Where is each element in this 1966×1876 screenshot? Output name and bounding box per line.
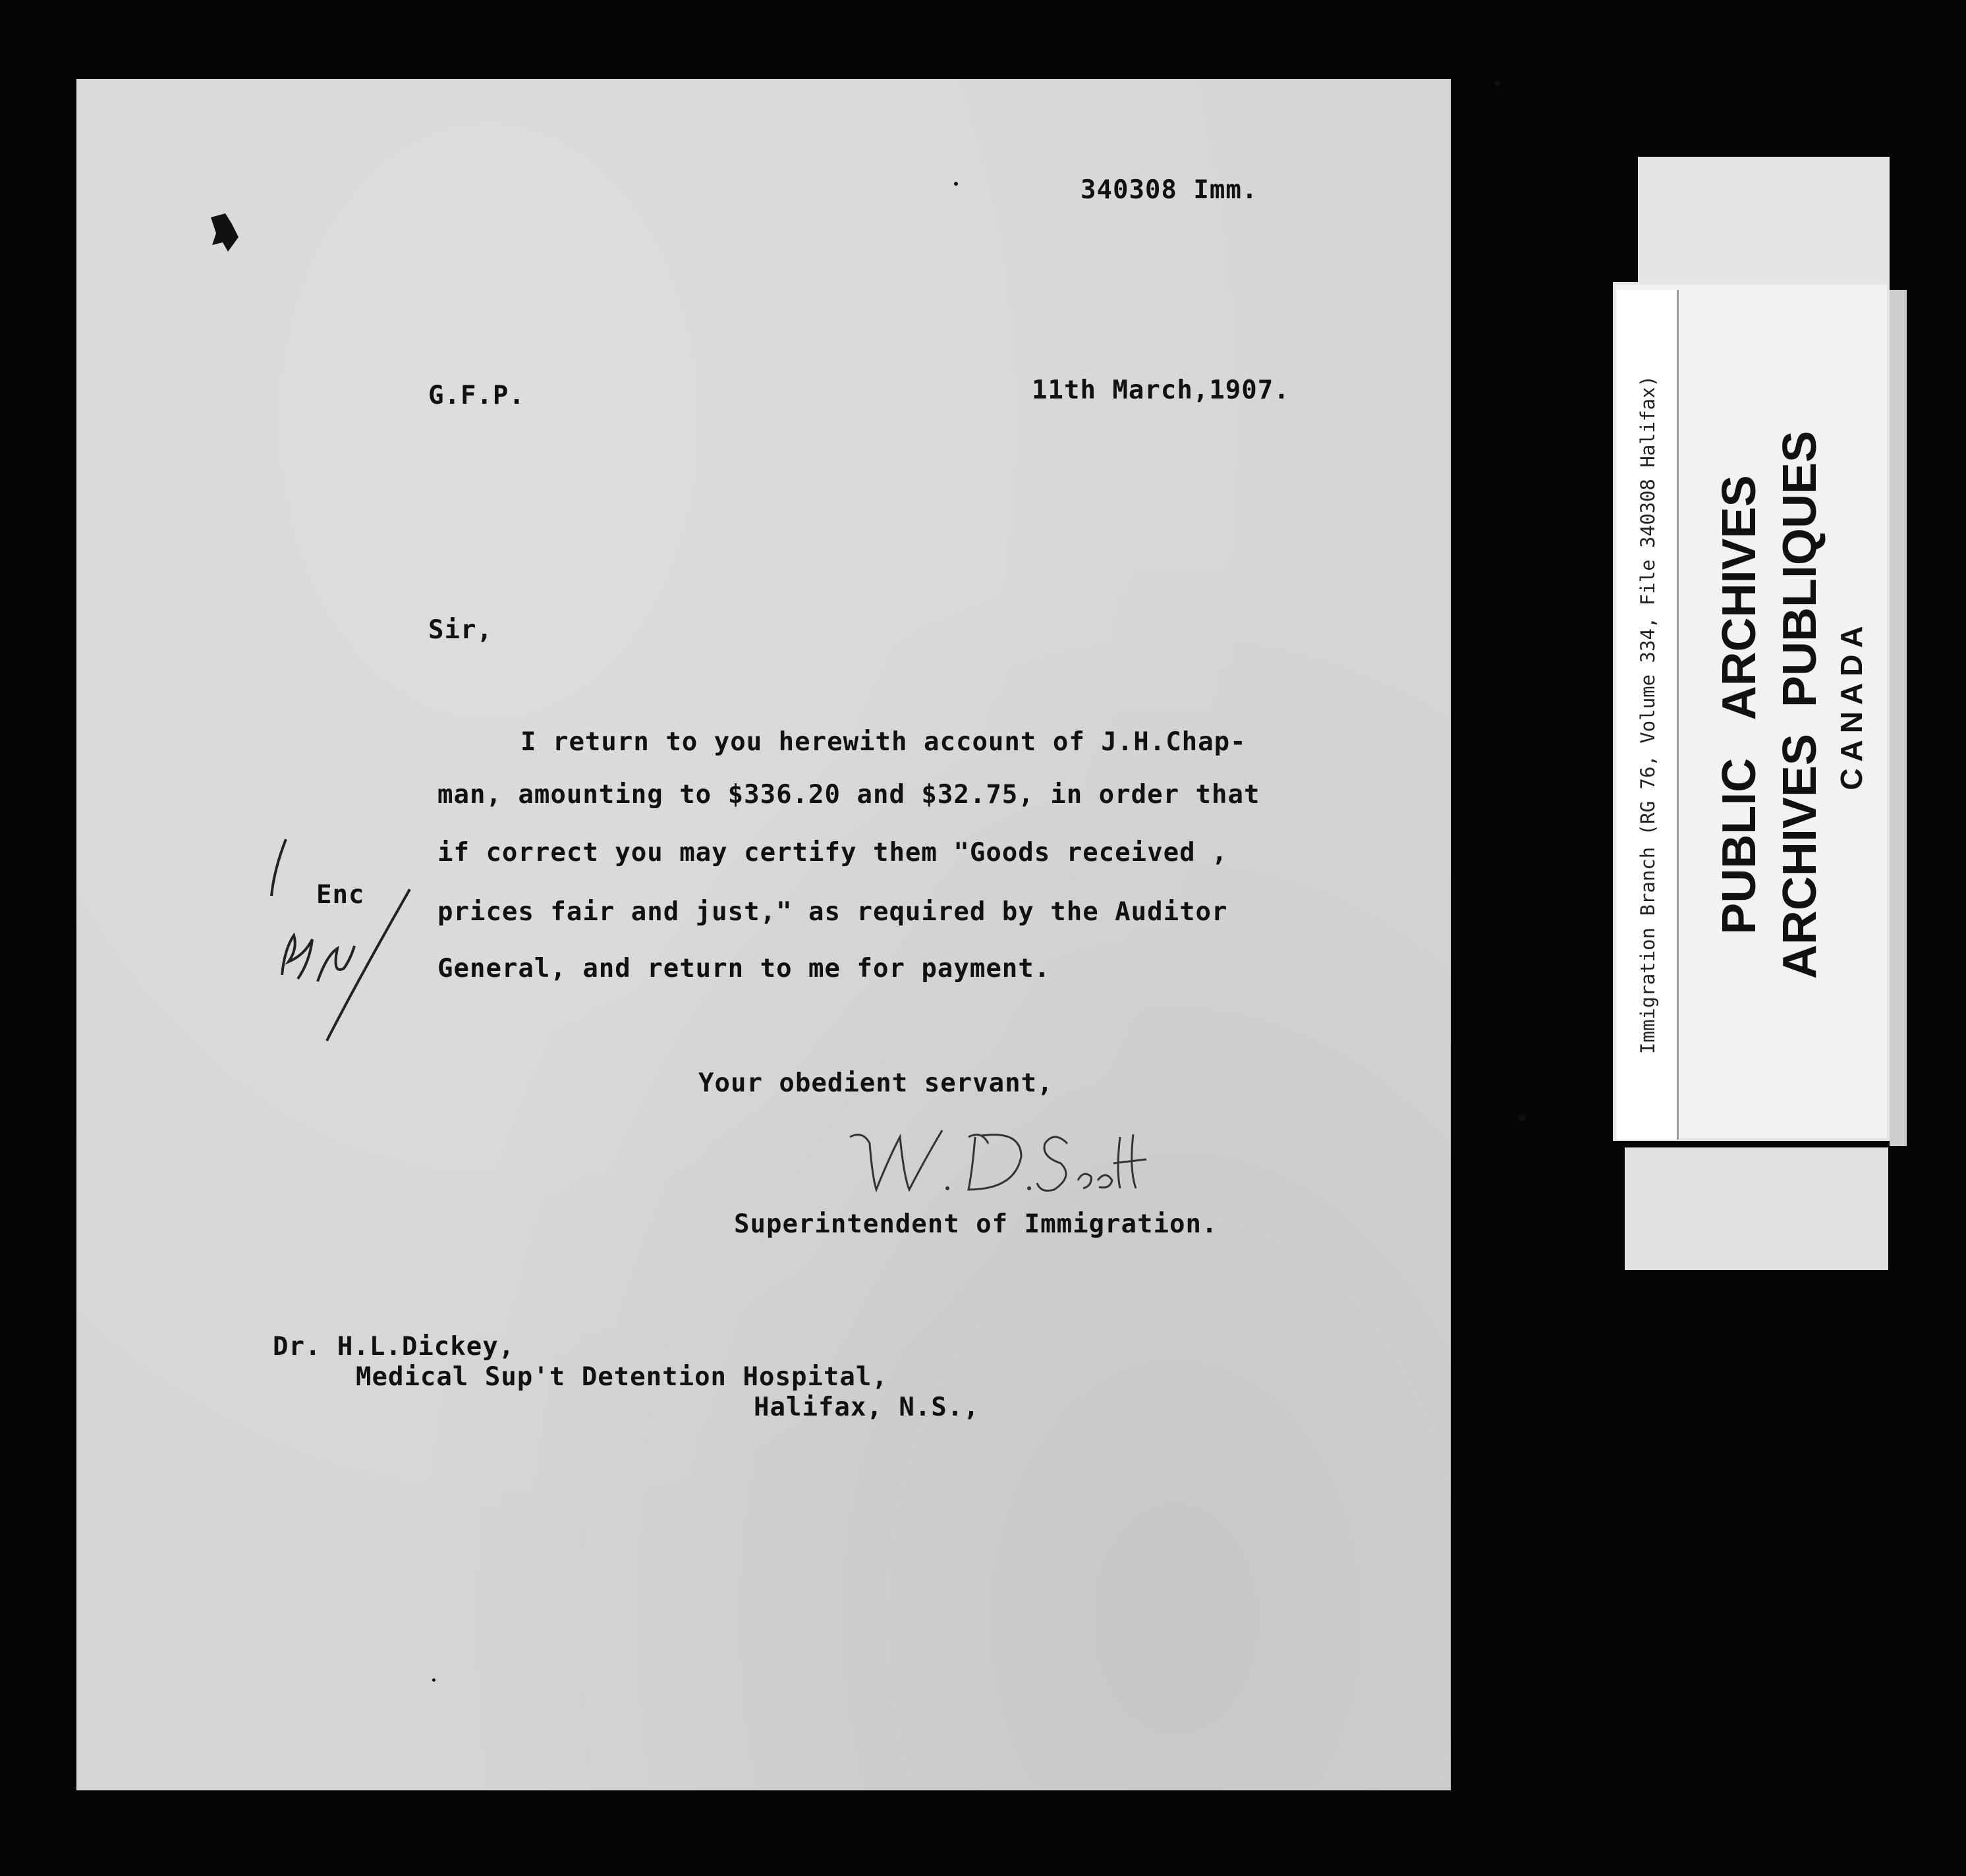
body-line-5: General, and return to me for payment.: [437, 954, 1051, 983]
recipient-position: Medical Sup't Detention Hospital,: [356, 1362, 888, 1392]
handwritten-signature: [843, 1117, 1153, 1203]
film-speck: [1494, 82, 1501, 86]
body-line-2: man, amounting to $336.20 and $32.75, in order that: [437, 780, 1260, 810]
body-line-3: if correct you may certify them "Goods received ,: [437, 838, 1228, 868]
handwritten-margin-marks: [258, 823, 416, 1047]
paper-speck: [954, 182, 958, 186]
signer-title: Superintendent of Immigration.: [734, 1209, 1218, 1239]
salutation: Sir,: [428, 615, 493, 645]
sender-initials: G.F.P.: [428, 381, 525, 410]
archive-country: CANADA: [1834, 619, 1868, 790]
archive-label-edge: [1890, 290, 1907, 1146]
body-line-1: I return to you herewith account of J.H.Chap-: [520, 727, 1247, 757]
archive-label-tab-top: [1638, 157, 1890, 295]
recipient-location: Halifax, N.S.,: [754, 1393, 980, 1422]
archive-label-tab-bottom: [1625, 1147, 1888, 1270]
archive-line-english: PUBLIC ARCHIVES: [1713, 475, 1766, 935]
closing: Your obedient servant,: [698, 1068, 1053, 1098]
recipient-name: Dr. H.L.Dickey,: [273, 1332, 515, 1362]
archive-line-french: ARCHIVES PUBLIQUES: [1774, 430, 1826, 979]
letter-date: 11th March,1907.: [1032, 375, 1290, 405]
body-line-4: prices fair and just," as required by the Auditor: [437, 897, 1228, 927]
film-speck: [1518, 1115, 1526, 1121]
enclosure-note: Enc: [316, 880, 365, 910]
ink-blot-mark: [206, 211, 241, 254]
file-number: 340308 Imm.: [1081, 175, 1258, 205]
archive-reference-text: Immigration Branch (RG 76, Volume 334, File 340308 Halifax): [1637, 375, 1659, 1055]
paper-speck: [432, 1678, 435, 1682]
